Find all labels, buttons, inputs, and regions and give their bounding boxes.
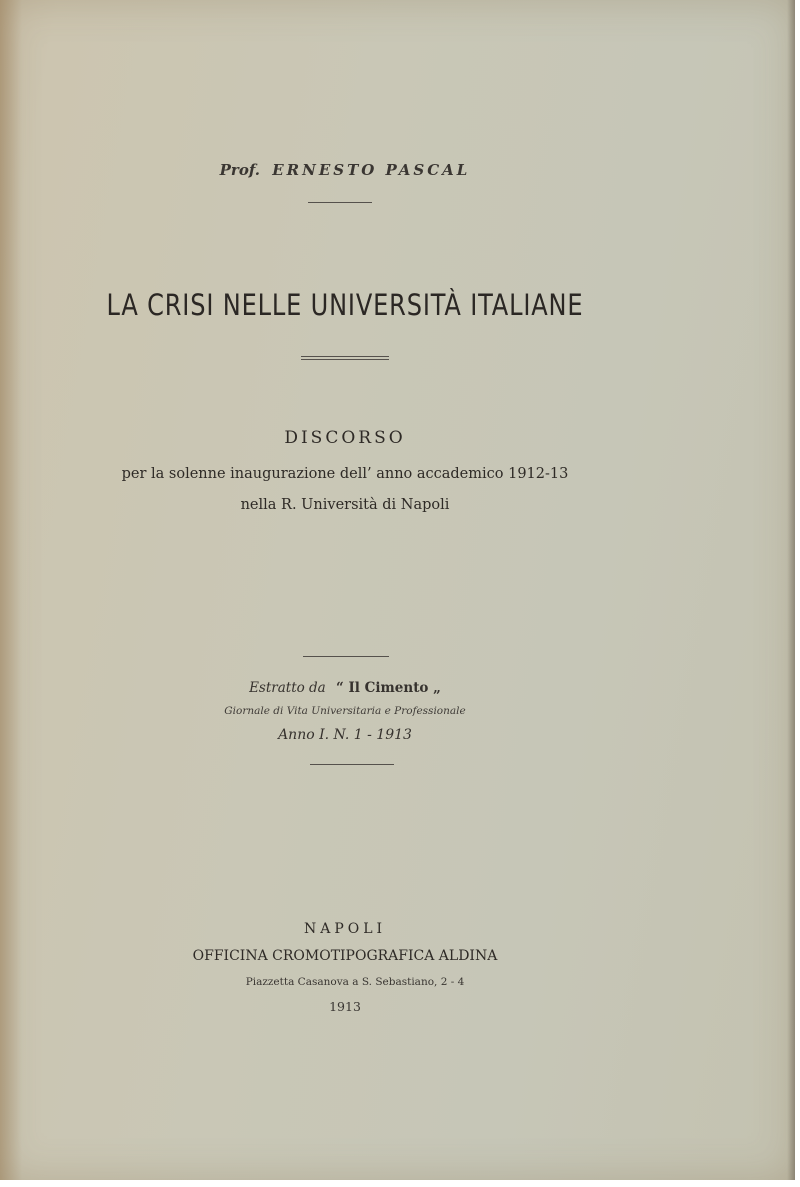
extract-journal: “ Il Cimento „ <box>336 680 441 696</box>
genre-heading: DISCORSO <box>284 428 406 448</box>
imprint-address: Piazzetta Casanova a S. Sebastiano, 2 - 4 <box>245 976 465 988</box>
occasion-line-1: per la solenne inaugurazione dell’ anno accademico 1912-13 <box>121 466 569 482</box>
extract-line <box>0 680 690 696</box>
imprint-city: NAPOLI <box>303 921 387 937</box>
author-prefix: Prof. <box>219 161 260 179</box>
extract-bottom-rule <box>310 764 394 765</box>
author-name: ERNESTO PASCAL <box>272 161 471 179</box>
journal-issue: Anno I. N. 1 - 1913 <box>278 727 412 743</box>
author-line <box>0 161 690 179</box>
extract-top-rule <box>303 656 389 657</box>
author-rule <box>308 202 372 203</box>
imprint-publisher: OFFICINA CROMOTIPOGRAFICA ALDINA <box>192 948 498 964</box>
imprint-year: 1913 <box>329 999 361 1014</box>
extract-prefix: Estratto da <box>249 680 326 696</box>
title-rule <box>301 356 389 360</box>
cover-title: LA CRISI NELLE UNIVERSITÀ ITALIANE <box>106 288 584 322</box>
cover-right-edge <box>787 0 795 1180</box>
occasion-line-2: nella R. Università di Napoli <box>240 497 450 513</box>
journal-subtitle: Giornale di Vita Universitaria e Professionale <box>224 705 466 717</box>
